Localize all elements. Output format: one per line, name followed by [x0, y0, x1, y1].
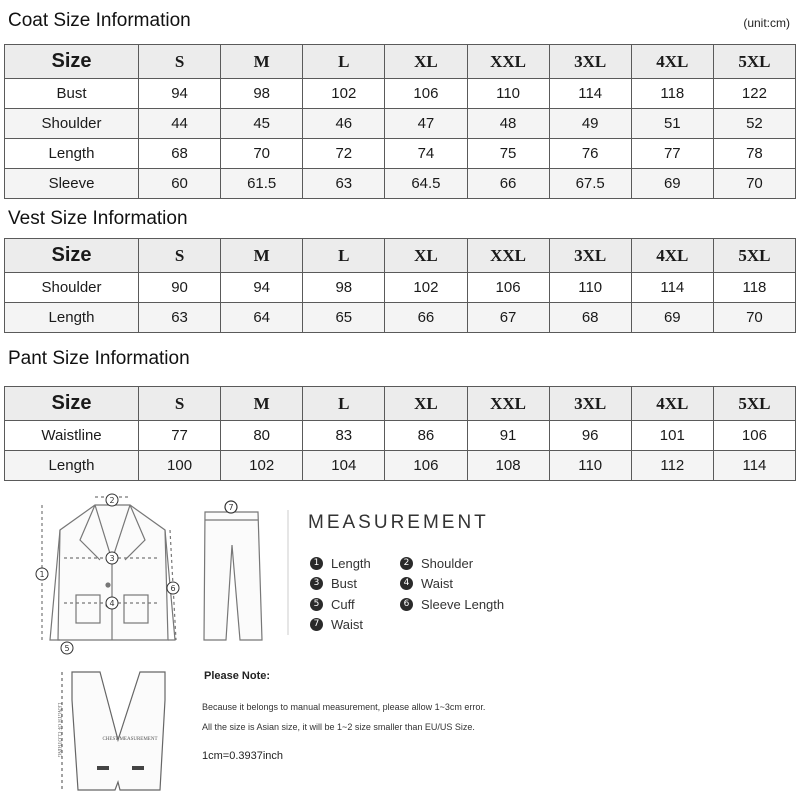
pant-size-table [4, 386, 796, 481]
table-cell: 118 [713, 273, 795, 303]
table-row [5, 273, 796, 303]
table-cell: 80 [221, 421, 303, 451]
vest-header-row [5, 239, 796, 273]
size-xl: XL [385, 45, 467, 79]
table-cell: 104 [303, 451, 385, 481]
size-header: Size [5, 45, 139, 79]
table-cell: 98 [221, 79, 303, 109]
unit-conversion: 1cm=0.3937inch [202, 750, 284, 762]
table-cell: 122 [713, 79, 795, 109]
table-cell: 83 [303, 421, 385, 451]
number-marker: 2 [400, 557, 413, 570]
table-cell: 94 [139, 79, 221, 109]
table-cell: 114 [549, 79, 631, 109]
vest-title: Vest Size Information [8, 208, 188, 229]
table-cell: 52 [713, 109, 795, 139]
measurement-title: MEASUREMENT [308, 512, 489, 533]
row-label: Shoulder [5, 273, 139, 303]
table-cell: 106 [467, 273, 549, 303]
table-cell: 78 [713, 139, 795, 169]
size-3xl: 3XL [549, 45, 631, 79]
table-cell: 61.5 [221, 169, 303, 199]
table-row [5, 451, 796, 481]
table-cell: 70 [221, 139, 303, 169]
legend-item-shoulder [400, 556, 473, 571]
legend-item-sleeve-length [400, 597, 504, 612]
row-label: Sleeve [5, 169, 139, 199]
table-cell: 86 [385, 421, 467, 451]
table-cell: 44 [139, 109, 221, 139]
note-line-error: Because it belongs to manual measurement, please allow 1~3cm error. [202, 702, 486, 712]
legend-label: Length [331, 556, 371, 571]
table-cell: 98 [303, 273, 385, 303]
table-cell: 108 [467, 451, 549, 481]
size-xxl: XXL [467, 239, 549, 273]
size-xl: XL [385, 387, 467, 421]
svg-text:2: 2 [109, 496, 115, 505]
vest-chest-label: CHEST MEASUREMENT [102, 737, 158, 742]
table-cell: 102 [303, 79, 385, 109]
table-cell: 74 [385, 139, 467, 169]
size-5xl: 5XL [713, 387, 795, 421]
pant-title: Pant Size Information [8, 348, 190, 369]
row-label: Length [5, 451, 139, 481]
table-cell: 102 [385, 273, 467, 303]
table-cell: 68 [549, 303, 631, 333]
table-cell: 100 [139, 451, 221, 481]
size-header: Size [5, 239, 139, 273]
table-cell: 64.5 [385, 169, 467, 199]
table-cell: 46 [303, 109, 385, 139]
table-cell: 63 [303, 169, 385, 199]
table-cell: 77 [139, 421, 221, 451]
table-cell: 118 [631, 79, 713, 109]
row-label: Waistline [5, 421, 139, 451]
table-cell: 94 [221, 273, 303, 303]
table-cell: 45 [221, 109, 303, 139]
legend-label: Waist [331, 617, 364, 632]
size-4xl: 4XL [631, 239, 713, 273]
vest-illustration [62, 672, 165, 790]
legend-item-cuff [310, 597, 355, 612]
row-label: Length [5, 139, 139, 169]
row-label: Bust [5, 79, 139, 109]
legend-label: Bust [331, 576, 358, 591]
legend-label: Waist [421, 576, 454, 591]
table-cell: 106 [385, 79, 467, 109]
table-cell: 72 [303, 139, 385, 169]
coat-illustration [42, 497, 176, 640]
size-m: M [221, 387, 303, 421]
size-l: L [303, 387, 385, 421]
table-cell: 60 [139, 169, 221, 199]
table-row [5, 139, 796, 169]
note-line-asian-size: All the size is Asian size, it will be 1~2 size smaller than EU/US Size. [202, 722, 475, 732]
vest-length-label: LENGTH OF CLOTHING [56, 702, 61, 758]
table-cell: 96 [549, 421, 631, 451]
number-marker: 4 [400, 577, 413, 590]
number-marker: 3 [310, 577, 323, 590]
table-cell: 110 [549, 451, 631, 481]
table-cell: 101 [631, 421, 713, 451]
table-cell: 106 [713, 421, 795, 451]
table-cell: 75 [467, 139, 549, 169]
table-cell: 63 [139, 303, 221, 333]
table-cell: 114 [713, 451, 795, 481]
row-label: Shoulder [5, 109, 139, 139]
number-marker: 6 [400, 598, 413, 611]
unit-label: (unit:cm) [743, 16, 790, 30]
size-l: L [303, 45, 385, 79]
table-cell: 106 [385, 451, 467, 481]
svg-text:3: 3 [109, 554, 115, 563]
size-5xl: 5XL [713, 45, 795, 79]
table-cell: 66 [385, 303, 467, 333]
table-cell: 110 [467, 79, 549, 109]
size-m: M [221, 239, 303, 273]
pant-number-marker: 7 [228, 503, 234, 512]
vest-size-table [4, 238, 796, 333]
table-cell: 65 [303, 303, 385, 333]
svg-text:4: 4 [109, 599, 115, 608]
number-marker: 1 [310, 557, 323, 570]
size-header: Size [5, 387, 139, 421]
svg-text:1: 1 [39, 570, 45, 579]
table-cell: 110 [549, 273, 631, 303]
table-cell: 76 [549, 139, 631, 169]
coat-size-table [4, 44, 796, 199]
table-cell: 90 [139, 273, 221, 303]
legend-label: Cuff [331, 597, 355, 612]
table-cell: 69 [631, 303, 713, 333]
table-cell: 64 [221, 303, 303, 333]
legend-label: Sleeve Length [421, 597, 505, 612]
table-cell: 112 [631, 451, 713, 481]
table-cell: 49 [549, 109, 631, 139]
table-cell: 70 [713, 169, 795, 199]
size-s: S [139, 387, 221, 421]
table-cell: 51 [631, 109, 713, 139]
table-row [5, 79, 796, 109]
size-5xl: 5XL [713, 239, 795, 273]
coat-title: Coat Size Information [8, 10, 191, 31]
size-4xl: 4XL [631, 45, 713, 79]
table-cell: 102 [221, 451, 303, 481]
size-s: S [139, 45, 221, 79]
table-cell: 67 [467, 303, 549, 333]
pant-header-row [5, 387, 796, 421]
size-s: S [139, 239, 221, 273]
svg-text:5: 5 [64, 644, 70, 653]
legend-item-waist [400, 576, 453, 591]
table-row [5, 109, 796, 139]
table-cell: 91 [467, 421, 549, 451]
table-cell: 66 [467, 169, 549, 199]
coat-header-row [5, 45, 796, 79]
table-cell: 69 [631, 169, 713, 199]
table-cell: 77 [631, 139, 713, 169]
row-label: Length [5, 303, 139, 333]
size-3xl: 3XL [549, 387, 631, 421]
table-cell: 48 [467, 109, 549, 139]
table-cell: 70 [713, 303, 795, 333]
table-row [5, 421, 796, 451]
table-row [5, 303, 796, 333]
pant-illustration [204, 501, 262, 640]
size-m: M [221, 45, 303, 79]
legend-item-pant-waist [310, 617, 363, 632]
size-xl: XL [385, 239, 467, 273]
legend-item-length [310, 556, 371, 571]
table-cell: 67.5 [549, 169, 631, 199]
size-l: L [303, 239, 385, 273]
table-cell: 47 [385, 109, 467, 139]
number-marker: 7 [310, 618, 323, 631]
size-3xl: 3XL [549, 239, 631, 273]
svg-text:6: 6 [170, 584, 176, 593]
legend-item-bust [310, 576, 357, 591]
number-marker: 5 [310, 598, 323, 611]
size-xxl: XXL [467, 45, 549, 79]
table-cell: 68 [139, 139, 221, 169]
size-4xl: 4XL [631, 387, 713, 421]
size-xxl: XXL [467, 387, 549, 421]
table-cell: 114 [631, 273, 713, 303]
table-row [5, 169, 796, 199]
note-title: Please Note: [204, 670, 271, 682]
legend-label: Shoulder [421, 556, 474, 571]
